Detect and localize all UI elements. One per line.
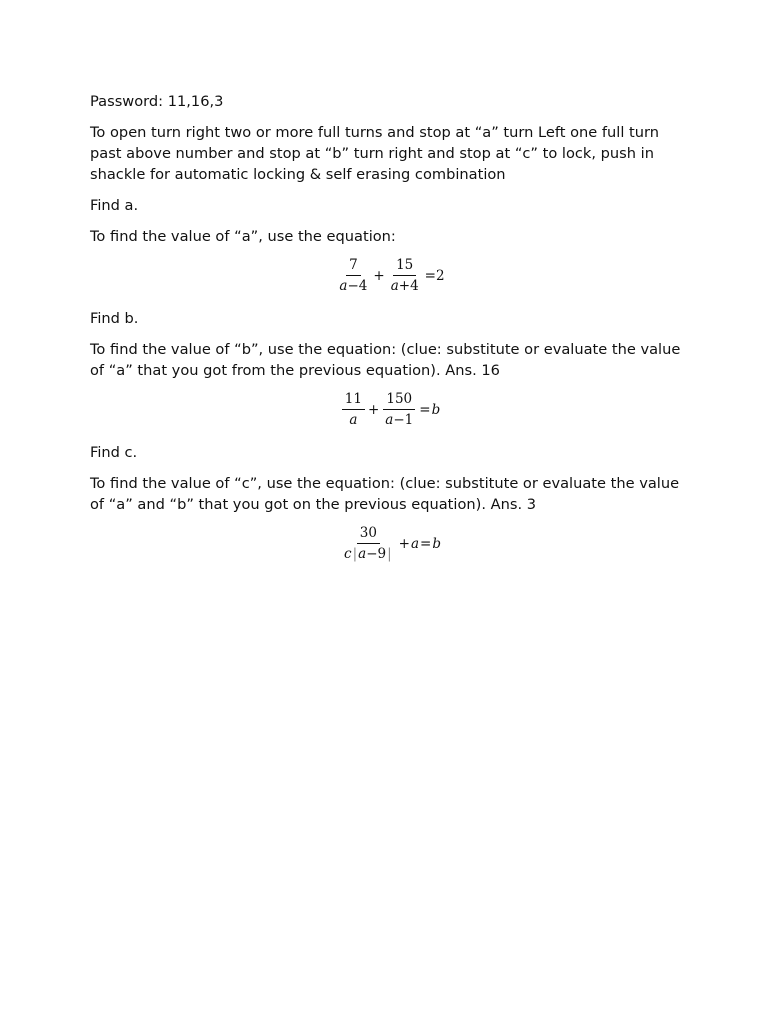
password-line: Password: 11,16,3 [90, 93, 224, 110]
absolute-bar-left: | [352, 546, 358, 562]
find-b-text: To find the value of “b”, use the equation: (clue: substitute or evaluate the value of “a” that you got from the previous equation). Ans. 16 [90, 341, 681, 379]
fraction-denominator [388, 276, 422, 294]
find-a-text: To find the value of “a”, use the equation: [90, 228, 396, 245]
variable-a: a [358, 546, 367, 562]
equation-a-fraction-2 [388, 257, 422, 294]
equation-a [90, 257, 690, 294]
fraction-numerator: 150 [383, 391, 415, 410]
plus-sign: + [373, 267, 385, 284]
equation-b-fraction-2 [382, 391, 416, 428]
equation-c-fraction [341, 525, 396, 562]
denominator-term: +4 [398, 278, 419, 294]
equals-sign: = [420, 535, 432, 552]
fraction-numerator: 30 [357, 525, 380, 544]
variable-a: a [339, 278, 348, 294]
variable-b: b [431, 401, 441, 418]
variable-c: c [344, 546, 352, 562]
variable-a: a [385, 412, 394, 428]
instructions-paragraph: To open turn right two or more full turns and stop at “a” turn Left one full turn past above number and stop at “b” turn right and stop at “c” to lock, push in shackle for automatic locking & self erasing combination [90, 124, 660, 183]
denominator-term: −9 [366, 546, 387, 562]
fraction-denominator [341, 544, 396, 562]
find-b-heading: Find b. [90, 310, 139, 327]
fraction-denominator [382, 410, 416, 428]
equation-b [90, 391, 690, 428]
fraction-denominator: a [349, 412, 358, 428]
fraction-numerator: 11 [342, 391, 365, 410]
equation-b-fraction-1 [342, 391, 365, 428]
fraction-numerator: 7 [346, 257, 361, 276]
equation-rhs: =2 [424, 267, 445, 284]
find-c-heading: Find c. [90, 444, 138, 461]
variable-b: b [432, 535, 441, 552]
equation-a-fraction-1 [336, 257, 370, 294]
absolute-bar-right: | [387, 546, 392, 562]
fraction-denominator [336, 276, 370, 294]
denominator-term: −4 [347, 278, 368, 294]
variable-a: a [410, 535, 420, 552]
find-a-heading: Find a. [90, 197, 139, 214]
plus-sign: + [367, 401, 380, 418]
equals-sign: = [419, 401, 431, 418]
plus-sign: + [398, 535, 410, 552]
find-c-text: To find the value of “c”, use the equation: (clue: substitute or evaluate the value of “a” and “b” that you got on the previous equation). Ans. 3 [90, 475, 680, 513]
fraction-numerator: 15 [393, 257, 416, 276]
document-page [90, 91, 690, 576]
denominator-term: −1 [393, 412, 414, 428]
variable-a: a [390, 278, 399, 294]
equation-c [90, 525, 690, 562]
